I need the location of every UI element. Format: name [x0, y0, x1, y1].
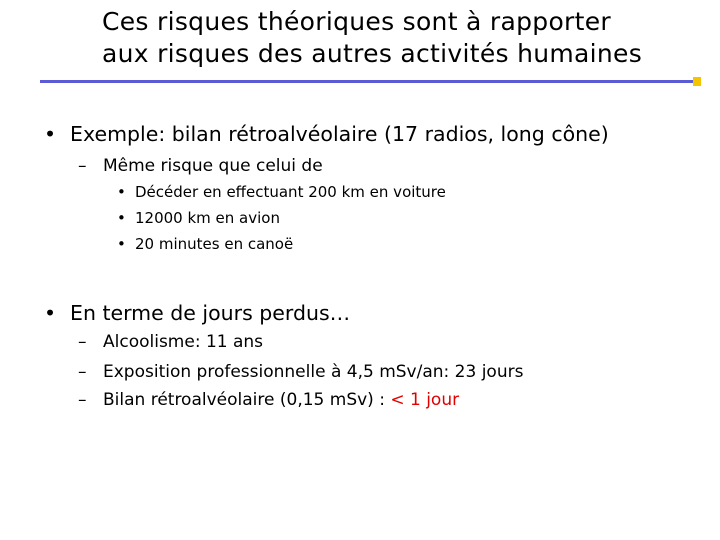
sub-bullet-occupational-exposure	[78, 361, 523, 383]
sub-bullet-same-risk	[78, 155, 323, 177]
dash-icon: –	[78, 156, 87, 176]
sub-sub-bullet-plane	[117, 208, 280, 228]
sub-sub-bullet-plane-text: 12000 km en avion	[135, 209, 280, 227]
title-line-2: aux risques des autres activités humaines	[102, 39, 643, 68]
bullet-dot-icon: •	[44, 122, 57, 146]
bullet-dot-icon: •	[117, 235, 126, 253]
bullet-days-lost	[44, 300, 350, 326]
sub-bullet-alcoholism	[78, 331, 263, 353]
bullet-example-text: Exemple: bilan rétroalvéolaire (17 radios, long cône)	[70, 122, 609, 146]
bullet-example	[44, 121, 609, 147]
bullet-days-lost-text: En terme de jours perdus…	[70, 301, 351, 325]
dash-icon: –	[78, 332, 87, 352]
sub-sub-bullet-canoe	[117, 234, 293, 254]
bullet-dot-icon: •	[117, 209, 126, 227]
highlight-less-than-one-day: < 1 jour	[390, 390, 460, 410]
sub-bullet-retroalveolar	[78, 389, 459, 411]
dash-icon: –	[78, 362, 87, 382]
bullet-dot-icon: •	[117, 183, 126, 201]
title-divider	[40, 80, 700, 83]
title-line-1: Ces risques théoriques sont à rapporter	[102, 7, 611, 36]
sub-sub-bullet-car	[117, 182, 446, 202]
slide-title	[102, 6, 642, 70]
sub-bullet-retroalveolar-text: Bilan rétroalvéolaire (0,15 mSv) :	[103, 390, 391, 410]
sub-bullet-alcoholism-text: Alcoolisme: 11 ans	[103, 332, 264, 352]
bullet-dot-icon: •	[44, 301, 57, 325]
sub-sub-bullet-canoe-text: 20 minutes en canoë	[135, 235, 294, 253]
sub-bullet-same-risk-text: Même risque que celui de	[103, 156, 323, 176]
sub-sub-bullet-car-text: Décéder en effectuant 200 km en voiture	[135, 183, 446, 201]
divider-end-marker	[693, 77, 701, 86]
sub-bullet-occupational-exposure-text: Exposition professionnelle à 4,5 mSv/an: 23 jours	[103, 362, 524, 382]
dash-icon: –	[78, 390, 87, 410]
